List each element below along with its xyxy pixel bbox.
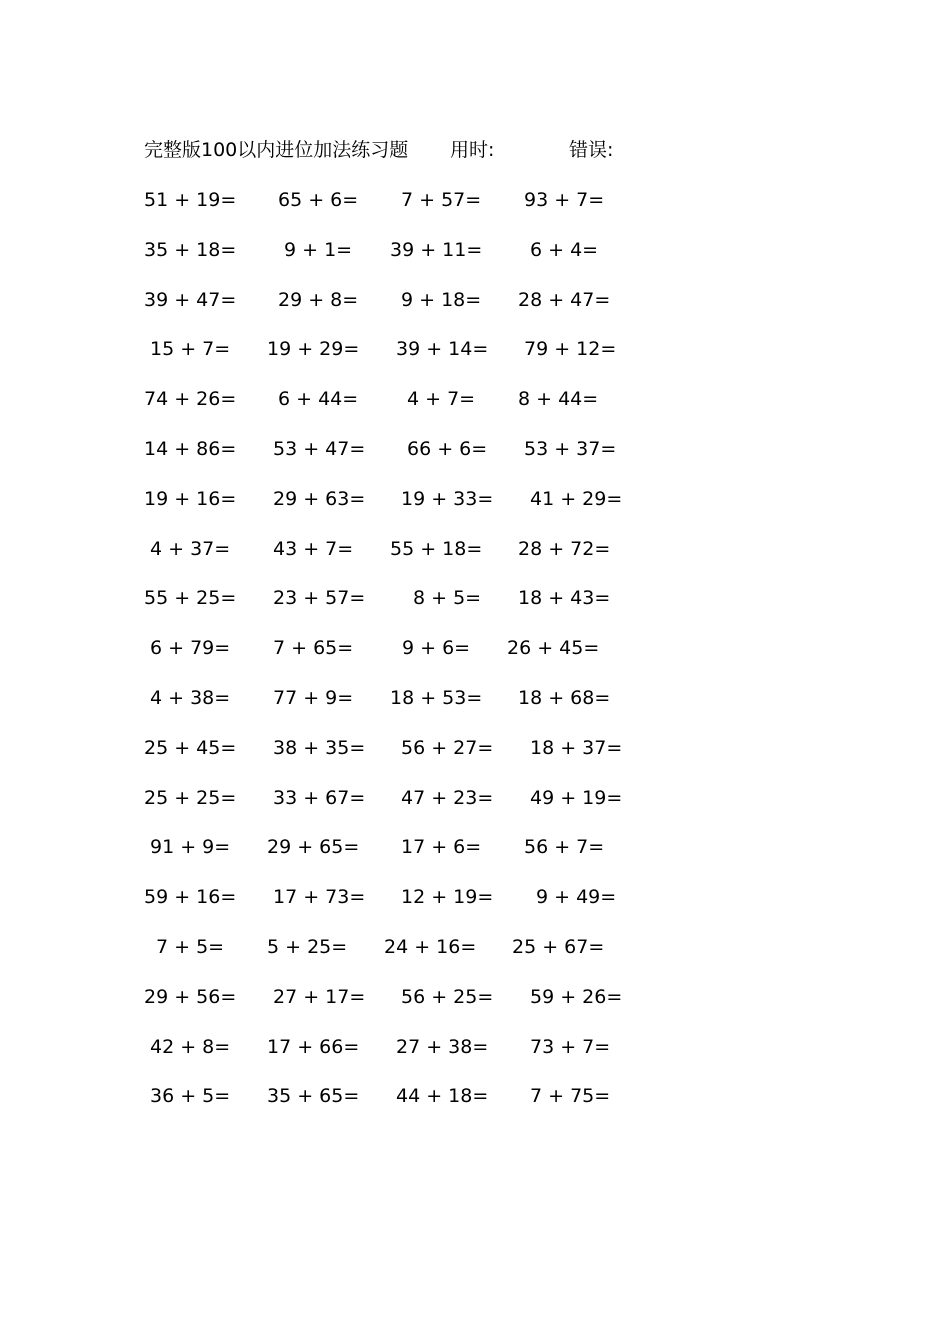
addition-problem: 28 + 47=: [518, 288, 611, 311]
addition-problem: 12 + 19=: [401, 886, 494, 909]
addition-problem: 77 + 9=: [273, 686, 354, 709]
addition-problem: 59 + 26=: [530, 985, 623, 1008]
addition-problem: 55 + 25=: [144, 587, 237, 610]
addition-problem: 7 + 57=: [401, 189, 482, 211]
addition-problem: 29 + 63=: [273, 487, 366, 510]
addition-problem: 53 + 47=: [273, 437, 366, 460]
addition-problem: 39 + 14=: [396, 338, 489, 361]
problem-row: [0, 334, 950, 384]
problem-row: [0, 434, 950, 484]
addition-problem: 74 + 26=: [144, 388, 237, 411]
addition-problem: 91 + 9=: [150, 836, 231, 859]
addition-problem: 42 + 8=: [150, 1035, 231, 1058]
addition-problem: 27 + 38=: [396, 1035, 489, 1058]
addition-problem: 56 + 7=: [524, 836, 605, 859]
problem-row: [0, 982, 950, 1032]
problem-row: [0, 185, 950, 235]
addition-problem: 17 + 66=: [267, 1035, 360, 1058]
problem-row: [0, 683, 950, 733]
addition-problem: 35 + 65=: [267, 1085, 360, 1108]
problem-row: [0, 1081, 950, 1131]
time-used-label: 用时:: [450, 139, 495, 161]
addition-problem: 49 + 19=: [530, 786, 623, 809]
addition-problem: 19 + 33=: [401, 487, 494, 510]
addition-problem: 56 + 27=: [401, 736, 494, 759]
addition-problem: 18 + 43=: [518, 587, 611, 610]
addition-problem: 93 + 7=: [524, 189, 605, 211]
addition-problem: 79 + 12=: [524, 338, 617, 361]
worksheet-title: 完整版100以内进位加法练习题: [144, 139, 409, 161]
addition-problem: 4 + 37=: [150, 537, 231, 560]
addition-problem: 7 + 75=: [530, 1085, 611, 1108]
problem-grid: [0, 185, 950, 1131]
addition-problem: 55 + 18=: [390, 537, 483, 560]
addition-problem: 33 + 67=: [273, 786, 366, 809]
addition-problem: 5 + 25=: [267, 935, 348, 958]
worksheet-header: [144, 137, 664, 163]
problem-row: [0, 285, 950, 335]
addition-problem: 65 + 6=: [278, 189, 359, 211]
addition-problem: 29 + 65=: [267, 836, 360, 859]
addition-problem: 18 + 68=: [518, 686, 611, 709]
addition-problem: 47 + 23=: [401, 786, 494, 809]
addition-problem: 23 + 57=: [273, 587, 366, 610]
addition-problem: 29 + 56=: [144, 985, 237, 1008]
addition-problem: 9 + 49=: [536, 886, 617, 909]
addition-problem: 19 + 16=: [144, 487, 237, 510]
addition-problem: 25 + 67=: [512, 935, 605, 958]
addition-problem: 25 + 25=: [144, 786, 237, 809]
problem-row: [0, 733, 950, 783]
addition-problem: 9 + 1=: [284, 238, 353, 261]
problem-row: [0, 882, 950, 932]
addition-problem: 4 + 7=: [407, 388, 476, 411]
addition-problem: 9 + 6=: [402, 637, 471, 660]
problem-row: [0, 1032, 950, 1082]
addition-problem: 35 + 18=: [144, 238, 237, 261]
addition-problem: 17 + 73=: [273, 886, 366, 909]
addition-problem: 73 + 7=: [530, 1035, 611, 1058]
addition-problem: 66 + 6=: [407, 437, 488, 460]
addition-problem: 7 + 65=: [273, 637, 354, 660]
addition-problem: 8 + 5=: [413, 587, 482, 610]
addition-problem: 6 + 44=: [278, 388, 359, 411]
addition-problem: 24 + 16=: [384, 935, 477, 958]
addition-problem: 17 + 6=: [401, 836, 482, 859]
addition-problem: 43 + 7=: [273, 537, 354, 560]
addition-problem: 53 + 37=: [524, 437, 617, 460]
addition-problem: 15 + 7=: [150, 338, 231, 361]
addition-problem: 28 + 72=: [518, 537, 611, 560]
addition-problem: 8 + 44=: [518, 388, 599, 411]
addition-problem: 26 + 45=: [507, 637, 600, 660]
addition-problem: 25 + 45=: [144, 736, 237, 759]
addition-problem: 51 + 19=: [144, 189, 237, 211]
problem-row: [0, 534, 950, 584]
problem-row: [0, 235, 950, 285]
addition-problem: 6 + 79=: [150, 637, 231, 660]
addition-problem: 4 + 38=: [150, 686, 231, 709]
problem-row: [0, 783, 950, 833]
addition-problem: 27 + 17=: [273, 985, 366, 1008]
addition-problem: 56 + 25=: [401, 985, 494, 1008]
problem-row: [0, 583, 950, 633]
addition-problem: 41 + 29=: [530, 487, 623, 510]
addition-problem: 6 + 4=: [530, 238, 599, 261]
addition-problem: 14 + 86=: [144, 437, 237, 460]
addition-problem: 59 + 16=: [144, 886, 237, 909]
problem-row: [0, 484, 950, 534]
addition-problem: 19 + 29=: [267, 338, 360, 361]
addition-problem: 36 + 5=: [150, 1085, 231, 1108]
addition-problem: 18 + 37=: [530, 736, 623, 759]
problem-row: [0, 932, 950, 982]
addition-problem: 7 + 5=: [156, 935, 225, 958]
addition-problem: 44 + 18=: [396, 1085, 489, 1108]
addition-problem: 39 + 47=: [144, 288, 237, 311]
problem-row: [0, 832, 950, 882]
addition-problem: 18 + 53=: [390, 686, 483, 709]
addition-problem: 38 + 35=: [273, 736, 366, 759]
problem-row: [0, 384, 950, 434]
addition-problem: 39 + 11=: [390, 238, 483, 261]
addition-problem: 9 + 18=: [401, 288, 482, 311]
addition-problem: 29 + 8=: [278, 288, 359, 311]
error-count-label: 错误:: [569, 139, 614, 161]
problem-row: [0, 633, 950, 683]
